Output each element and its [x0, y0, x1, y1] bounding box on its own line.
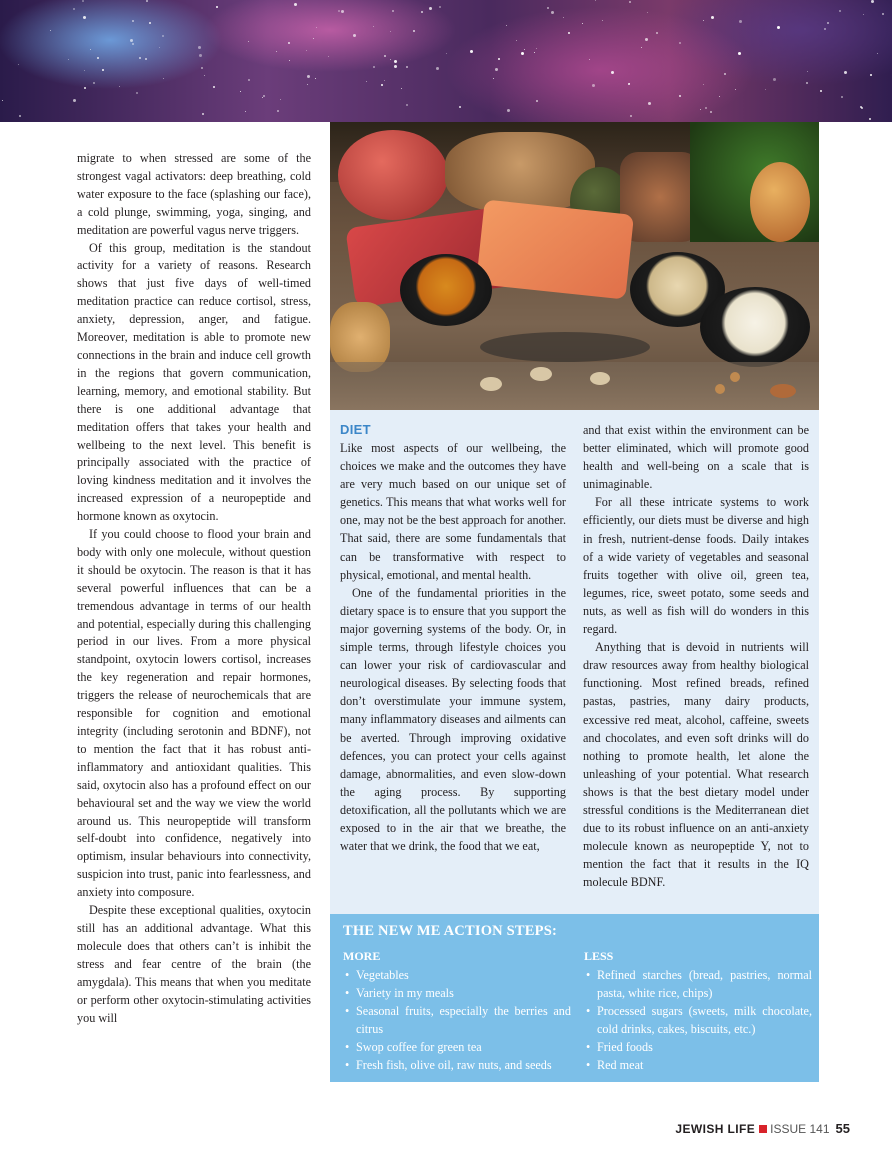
star-dot — [381, 84, 383, 86]
star-dot — [765, 89, 766, 90]
star-dot — [198, 46, 201, 49]
star-dot — [710, 111, 712, 113]
list-item: • Refined starches (bread, pastries, normal pasta, white rice, chips) — [584, 966, 812, 1002]
diet-column-1 — [340, 421, 566, 855]
star-dot — [648, 102, 651, 105]
star-dot — [353, 34, 356, 37]
star-dot — [436, 67, 439, 70]
star-dot — [83, 16, 86, 19]
star-dot — [406, 104, 408, 106]
diet-paragraph: Like most aspects of our wellbeing, the choices we make and the outcomes they have are very much based on our unique set of genetics. This means that what works well for one, may not be the best approach for another. That said, there are some fundamentals that can be transformative with respect to physical, emotional, and mental health. — [340, 441, 566, 582]
star-dot — [534, 52, 535, 53]
issue-number: ISSUE 141 — [770, 1122, 830, 1136]
star-dot — [307, 75, 310, 78]
diet-column-2 — [583, 421, 809, 891]
star-dot — [394, 65, 397, 68]
star-dot — [807, 71, 808, 72]
star-dot — [679, 42, 681, 44]
action-steps-box — [330, 914, 819, 1082]
star-dot — [516, 40, 517, 41]
star-dot — [84, 87, 86, 89]
star-dot — [521, 52, 524, 55]
star-dot — [145, 58, 147, 60]
star-dot — [313, 38, 314, 39]
star-dot — [703, 20, 704, 21]
star-dot — [773, 78, 776, 81]
star-dot — [199, 54, 202, 57]
star-dot — [568, 32, 570, 34]
star-dot — [647, 12, 648, 13]
diet-paragraph: and that exist within the environment can be better eliminated, which will promote good health and well-being on a scale that is unimaginable. — [583, 423, 809, 492]
star-dot — [216, 6, 218, 8]
star-dot — [524, 49, 525, 50]
star-dot — [328, 56, 329, 57]
star-dot — [136, 92, 138, 94]
star-dot — [130, 39, 133, 42]
list-item: • Variety in my meals — [343, 984, 571, 1002]
star-dot — [93, 82, 95, 84]
star-dot — [149, 22, 151, 24]
star-dot — [863, 14, 864, 15]
star-dot — [844, 71, 847, 74]
star-dot — [629, 1, 631, 3]
star-dot — [162, 35, 164, 37]
star-dot — [739, 20, 742, 23]
star-dot — [877, 53, 878, 54]
left-paragraph: Despite these exceptional qualities, oxytocin still has an additional advantage. What this molecule does that others can’t is inhibit the stress and fear centre of the brain (the amygdala). This means that when you meditate or perform other oxytocin-stimulating activities you will — [77, 903, 311, 1025]
star-dot — [394, 60, 397, 63]
star-dot — [429, 7, 432, 10]
more-list — [343, 947, 571, 1074]
star-dot — [592, 84, 595, 87]
star-dot — [163, 78, 164, 79]
star-dot — [656, 32, 658, 34]
star-dot — [384, 80, 385, 81]
star-dot — [719, 96, 720, 97]
star-dot — [806, 82, 808, 84]
star-dot — [82, 0, 84, 2]
star-dot — [373, 66, 375, 68]
star-dot — [724, 73, 726, 75]
star-dot — [628, 83, 630, 85]
star-dot — [679, 95, 681, 97]
star-dot — [132, 43, 134, 45]
star-dot — [139, 57, 141, 59]
star-dot — [213, 86, 215, 88]
star-dot — [563, 17, 564, 18]
star-dot — [700, 109, 701, 110]
star-dot — [280, 99, 281, 100]
star-dot — [645, 38, 648, 41]
star-dot — [470, 50, 473, 53]
left-paragraph: If you could choose to flood your brain and body with only one molecule, without question it should be oxytocin. The reason is that it has several powerful influences that can be a tremendous advantage in terms of our health and potential, especially during this challenging period in our lives. From a more physical standpoint, oxytocin lowers cortisol, increases the key regeneration and repair hormones, triggers the release of neurochemicals that are responsible for cognition and emotional integrity (including serotonin and BDNF), not to mention the fact that it has robust anti-inflammatory and antioxidant qualities. This said, oxytocin also has a profound effect on our behavioural set and the way we view the world around us. This neuropeptide will transform self-doubt into confidence, negatively into optimism, insular behaviours into connectivity, suspicion into trust, panic into fearlessness, and anxiety into composure. — [77, 527, 311, 900]
left-column-text — [77, 150, 311, 1027]
star-dot — [2, 100, 3, 101]
less-label: LESS — [584, 949, 614, 963]
action-steps-title: THE NEW ME ACTION STEPS: — [343, 923, 558, 939]
star-dot — [50, 30, 51, 31]
list-item: • Red meat — [584, 1056, 812, 1074]
star-dot — [421, 11, 423, 13]
star-dot — [882, 13, 884, 15]
star-dot — [204, 75, 205, 76]
star-dot — [439, 6, 441, 8]
star-dot — [159, 47, 160, 48]
star-dot — [589, 59, 590, 60]
star-dot — [248, 41, 249, 42]
star-dot — [547, 7, 549, 9]
star-dot — [248, 79, 250, 81]
star-dot — [824, 28, 826, 30]
star-dot — [19, 115, 21, 117]
star-dot — [90, 49, 91, 50]
star-dot — [315, 78, 316, 79]
star-dot — [338, 10, 340, 12]
star-dot — [506, 25, 507, 26]
star-dot — [146, 0, 148, 2]
star-dot — [630, 115, 632, 117]
list-item: • Swop coffee for green tea — [343, 1038, 571, 1056]
star-dot — [869, 118, 871, 120]
star-dot — [366, 81, 367, 82]
star-dot — [202, 113, 204, 115]
star-dot — [373, 26, 374, 27]
star-dot — [871, 0, 874, 3]
star-dot — [68, 59, 69, 60]
magazine-name: JEWISH LIFE — [675, 1122, 756, 1136]
star-dot — [390, 31, 391, 32]
star-dot — [498, 58, 500, 60]
star-dot — [738, 52, 741, 55]
star-dot — [703, 84, 704, 85]
star-dot — [827, 22, 829, 24]
diet-paragraph: One of the fundamental priorities in the dietary space is to ensure that you support the major governing systems of the body. Or, in simple terms, through lifestyle choices you can lower your risk of cardiovascular and neurological diseases. By selecting foods that don’t overstimulate your immune system, many inflammatory diseases and ailments can be averted. Through improving oxidative defences, you can protect your cells against damage, abnormalities, and even slow-down the aging process. By supporting detoxification, all the pollutants which we are exposed to in the air that we breathe, the water that we drink, the food that we eat, — [340, 585, 566, 854]
left-paragraph: Of this group, meditation is the standout activity for a variety of reasons. Research shows that just five days of well-timed meditation practice can reduce cortisol, stress, anxiety, depression, anger, and fatigue. Moreover, meditation is able to promote new connections in the brain and induce cell growth in the regions that govern communication, learning, memory, and emotional stability. But there is one additional advantage that meditation offers that takes your health and wellbeing to the next level. This benefit is principally associated with the practice of loving kindness meditation and it involves the increased expression of a neuropeptide and hormone known as oxytocin. — [77, 240, 311, 524]
star-dot — [277, 110, 279, 112]
list-item: • Processed sugars (sweets, milk chocolate, cold drinks, cakes, biscuits, etc.) — [584, 1002, 812, 1038]
star-dot — [777, 26, 780, 29]
star-dot — [263, 95, 265, 97]
star-dot — [307, 84, 308, 85]
star-dot — [459, 106, 461, 108]
star-dot — [119, 86, 120, 87]
star-dot — [870, 74, 872, 76]
star-dot — [132, 20, 134, 22]
star-dot — [245, 111, 246, 112]
list-item: • Fresh fish, olive oil, raw nuts, and seeds — [343, 1056, 571, 1074]
star-dot — [507, 109, 510, 112]
diet-paragraph: For all these intricate systems to work efficiently, our diets must be diverse and high in fresh, nutrient-dense foods. Daily intakes of a wide variety of vegetables and seasonal fruits together with olive oil, green tea, legumes, rice, sweet potato, some seeds and nuts, as well as fish will do wonders in this regard. — [583, 495, 809, 637]
page-footer — [675, 1121, 850, 1137]
star-dot — [240, 91, 241, 92]
star-dot — [861, 107, 863, 109]
star-dot — [294, 3, 297, 6]
star-dot — [602, 20, 603, 21]
star-dot — [582, 23, 583, 24]
star-dot — [316, 27, 317, 28]
list-item: • Seasonal fruits, especially the berries and citrus — [343, 1002, 571, 1038]
star-dot — [392, 10, 394, 12]
star-dot — [390, 59, 391, 60]
star-dot — [384, 55, 386, 57]
star-dot — [341, 10, 344, 13]
star-dot — [406, 66, 408, 68]
star-dot — [841, 96, 843, 98]
star-dot — [276, 51, 277, 52]
star-dot — [641, 47, 642, 48]
star-dot — [401, 88, 402, 89]
star-dot — [705, 107, 707, 109]
mediterranean-food-photo — [330, 122, 819, 410]
star-dot — [820, 90, 822, 92]
list-item: • Vegetables — [343, 966, 571, 984]
star-dot — [551, 11, 554, 14]
star-dot — [493, 78, 494, 79]
page-number: 55 — [835, 1121, 850, 1136]
star-dot — [735, 89, 736, 90]
star-dot — [18, 64, 19, 65]
star-dot — [711, 16, 714, 19]
star-dot — [73, 8, 75, 10]
star-dot — [262, 97, 263, 98]
star-dot — [536, 48, 537, 49]
star-dot — [306, 50, 307, 51]
star-dot — [839, 10, 841, 12]
list-item: • Fried foods — [584, 1038, 812, 1056]
star-dot — [495, 68, 498, 71]
star-dot — [288, 42, 290, 44]
red-square-icon — [759, 1125, 767, 1133]
diet-paragraph: Anything that is devoid in nutrients will draw resources away from healthy biological functioning. Most refined breads, refined pastas, pastries, many dairy products, excessive red meat, alcohol, caffeine, sweets and chocolates, and even soft drinks will do nothing to promote health, let alone the unleashing of your potential. What research shows is that the best dietary model under stressful conditions is the Mediterranean diet due to its robust influence on an anti-anxiety molecule known as neuropeptide Y, not to mention the fact that it results in the IQ molecule BDNF. — [583, 640, 809, 890]
left-paragraph: migrate to when stressed are some of the strongest vagal activators: deep breathing, cold water exposure to the face (splashing our face), a cold plunge, swimming, yoga, singing, and meditation are powerful vagus nerve triggers. — [77, 151, 311, 237]
more-label: MORE — [343, 949, 381, 963]
star-dot — [102, 69, 104, 71]
less-list — [584, 947, 812, 1074]
star-dot — [446, 53, 447, 54]
diet-heading: DIET — [340, 422, 371, 437]
star-dot — [595, 0, 596, 1]
star-dot — [84, 70, 85, 71]
star-dot — [73, 99, 76, 102]
galaxy-banner-image — [0, 0, 892, 122]
star-dot — [289, 60, 290, 61]
star-dot — [536, 100, 538, 102]
star-dot — [413, 30, 415, 32]
star-dot — [97, 57, 99, 59]
star-dot — [611, 71, 614, 74]
star-dot — [201, 67, 203, 69]
